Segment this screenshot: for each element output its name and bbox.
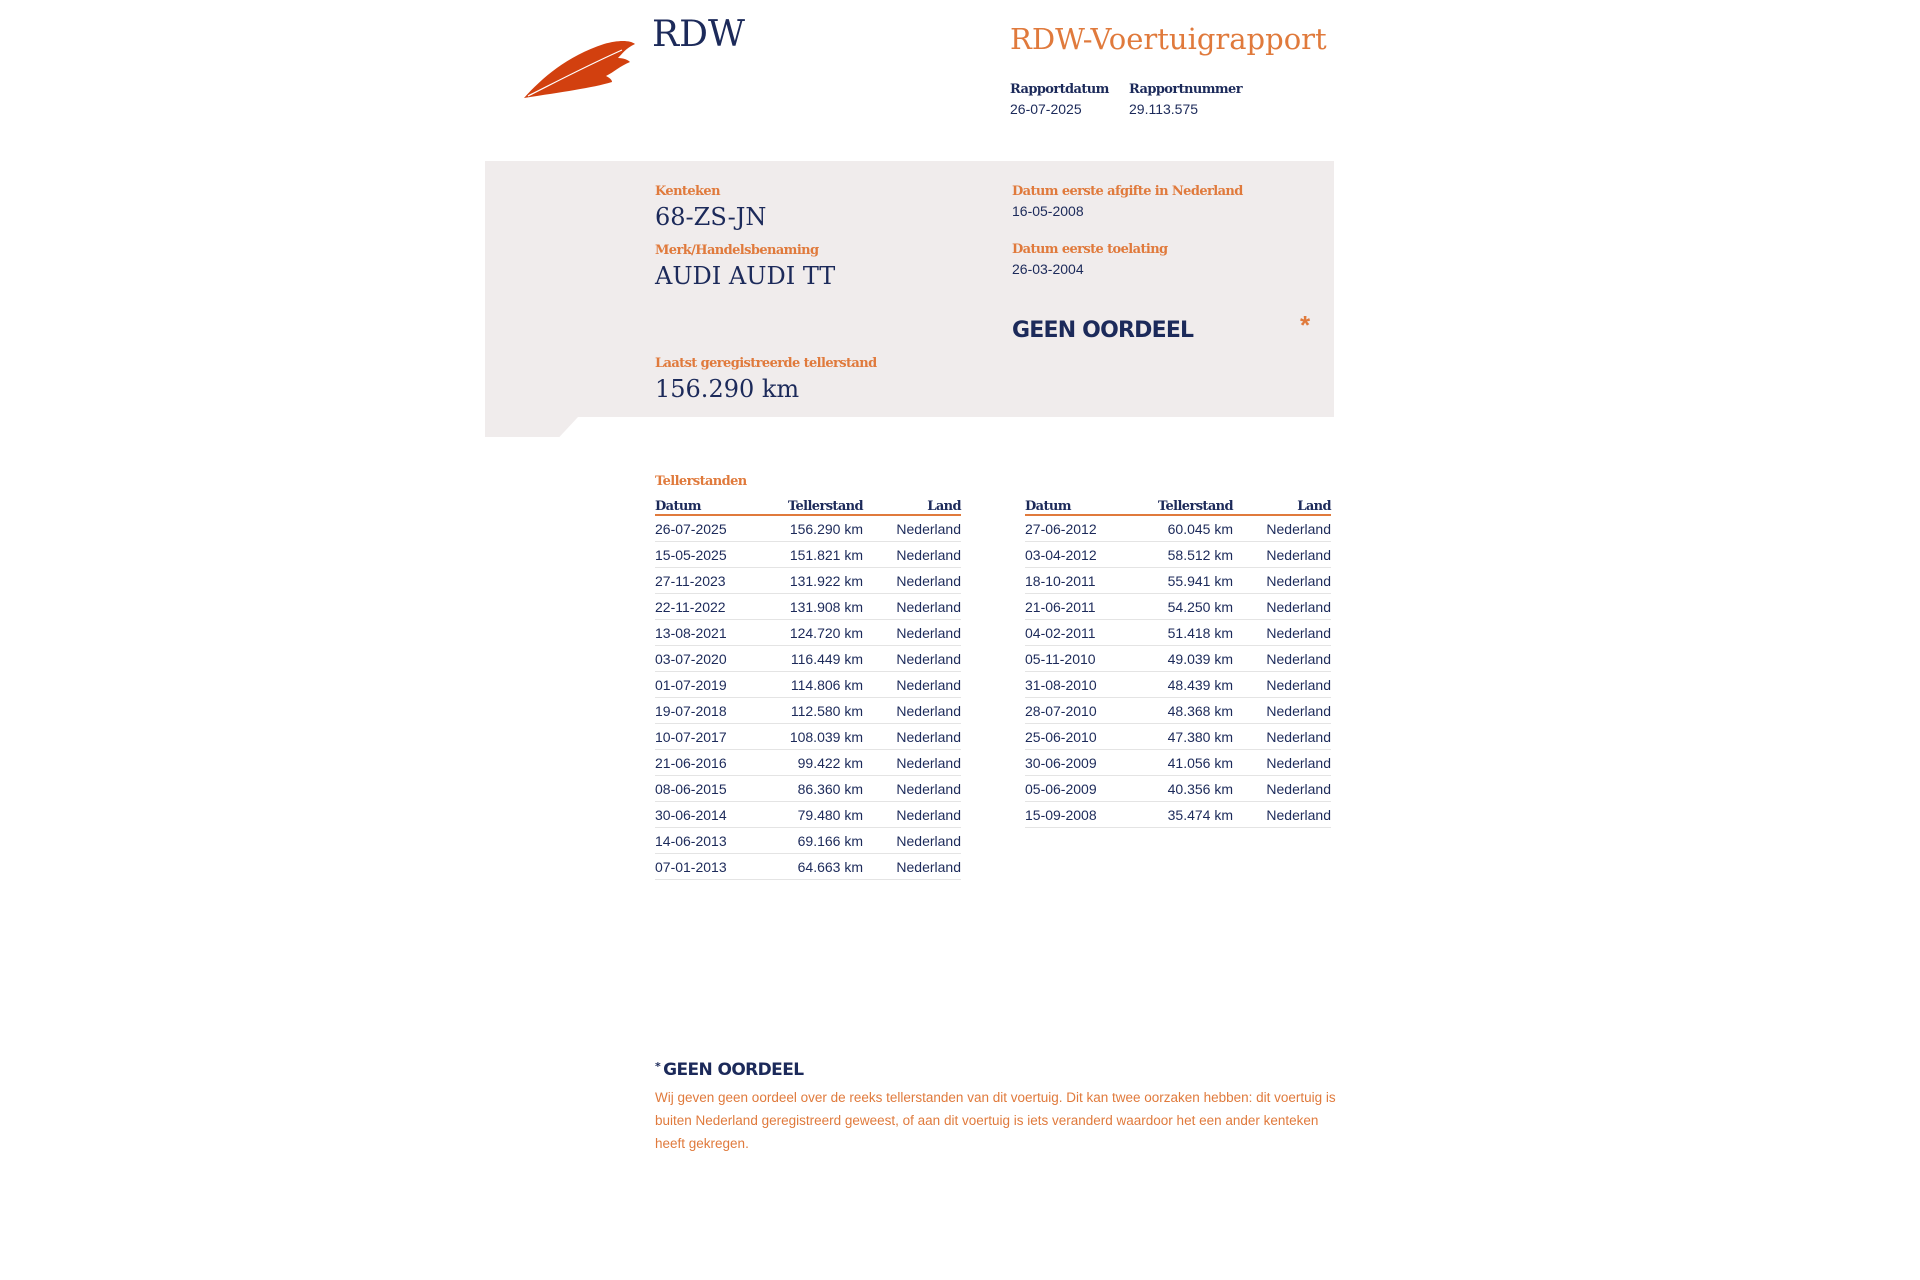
reading-row [655, 724, 961, 750]
reading-country: Nederland [1233, 515, 1331, 542]
reading-date: 15-09-2008 [1025, 802, 1135, 828]
reading-km: 124.720 km [765, 620, 863, 646]
reading-row [655, 698, 961, 724]
reading-country: Nederland [1233, 568, 1331, 594]
reading-date: 03-04-2012 [1025, 542, 1135, 568]
reading-km: 48.368 km [1135, 698, 1233, 724]
reading-date: 26-07-2025 [655, 515, 765, 542]
header-km: Tellerstand [1135, 494, 1233, 515]
reading-country: Nederland [863, 594, 961, 620]
reading-km: 54.250 km [1135, 594, 1233, 620]
verdict-asterisk: * [1300, 310, 1311, 340]
reading-km: 41.056 km [1135, 750, 1233, 776]
reading-date: 31-08-2010 [1025, 672, 1135, 698]
reading-row [1025, 776, 1331, 802]
first-admission-value: 26-03-2004 [1012, 261, 1084, 277]
rdw-feather-logo-icon [522, 38, 636, 100]
readings-table-left [655, 494, 961, 880]
reading-date: 21-06-2011 [1025, 594, 1135, 620]
reading-date: 10-07-2017 [655, 724, 765, 750]
readings-title: Tellerstanden [655, 474, 747, 489]
reading-km: 99.422 km [765, 750, 863, 776]
reading-km: 131.908 km [765, 594, 863, 620]
reading-km: 60.045 km [1135, 515, 1233, 542]
reading-km: 86.360 km [765, 776, 863, 802]
report-date-value: 26-07-2025 [1010, 101, 1082, 117]
footnote-text: Wij geven geen oordeel over de reeks tellerstanden van dit voertuig. Dit kan twee oorzaken hebben: dit voertuig is buiten Nederland geregistreerd geweest, of aan dit voertuig is iets veranderd waardoor het een ander kenteken heeft gekregen. [655, 1090, 1336, 1151]
odometer-field [655, 356, 877, 403]
readings-header-row [655, 494, 961, 515]
reading-row [655, 828, 961, 854]
reading-date: 28-07-2010 [1025, 698, 1135, 724]
reading-country: Nederland [1233, 594, 1331, 620]
report-number-block [1129, 82, 1242, 117]
first-admission-label: Datum eerste toelating [1012, 242, 1168, 257]
reading-row [655, 620, 961, 646]
reading-country: Nederland [1233, 542, 1331, 568]
footnote-title [655, 1060, 803, 1080]
odometer-value: 156.290 km [655, 375, 800, 403]
reading-date: 13-08-2021 [655, 620, 765, 646]
reading-date: 25-06-2010 [1025, 724, 1135, 750]
brand-name: RDW [652, 14, 745, 55]
reading-row [1025, 724, 1331, 750]
reading-row [1025, 515, 1331, 542]
reading-date: 30-06-2014 [655, 802, 765, 828]
make-label: Merk/Handelsbenaming [655, 243, 819, 258]
reading-km: 47.380 km [1135, 724, 1233, 750]
reading-row [655, 542, 961, 568]
make-field [655, 243, 835, 290]
reading-country: Nederland [1233, 646, 1331, 672]
reading-row [655, 594, 961, 620]
reading-row [1025, 646, 1331, 672]
reading-date: 03-07-2020 [655, 646, 765, 672]
reading-km: 51.418 km [1135, 620, 1233, 646]
reading-date: 27-06-2012 [1025, 515, 1135, 542]
reading-row [655, 854, 961, 880]
footnote-title-text: GEEN OORDEEL [663, 1060, 804, 1080]
reading-km: 79.480 km [765, 802, 863, 828]
reading-date: 05-06-2009 [1025, 776, 1135, 802]
header-date: Datum [1025, 494, 1135, 515]
first-issue-field [1012, 184, 1243, 219]
reading-km: 55.941 km [1135, 568, 1233, 594]
reading-country: Nederland [1233, 776, 1331, 802]
reading-country: Nederland [1233, 724, 1331, 750]
reading-date: 18-10-2011 [1025, 568, 1135, 594]
reading-km: 151.821 km [765, 542, 863, 568]
header-date: Datum [655, 494, 765, 515]
reading-row [1025, 568, 1331, 594]
reading-date: 14-06-2013 [655, 828, 765, 854]
panel-tab-decoration [485, 417, 578, 437]
reading-km: 40.356 km [1135, 776, 1233, 802]
reading-date: 01-07-2019 [655, 672, 765, 698]
reading-date: 08-06-2015 [655, 776, 765, 802]
reading-km: 35.474 km [1135, 802, 1233, 828]
reading-km: 69.166 km [765, 828, 863, 854]
report-date-label: Rapportdatum [1010, 82, 1109, 97]
header-km: Tellerstand [765, 494, 863, 515]
reading-row [655, 672, 961, 698]
reading-date: 22-11-2022 [655, 594, 765, 620]
reading-date: 05-11-2010 [1025, 646, 1135, 672]
reading-country: Nederland [1233, 750, 1331, 776]
reading-country: Nederland [863, 698, 961, 724]
reading-country: Nederland [863, 620, 961, 646]
readings-header-row [1025, 494, 1331, 515]
reading-country: Nederland [1233, 698, 1331, 724]
report-number-value: 29.113.575 [1129, 101, 1199, 117]
reading-row [655, 802, 961, 828]
reading-row [655, 646, 961, 672]
reading-country: Nederland [863, 750, 961, 776]
first-admission-field [1012, 242, 1168, 277]
reading-date: 19-07-2018 [655, 698, 765, 724]
reading-country: Nederland [863, 646, 961, 672]
reading-country: Nederland [1233, 802, 1331, 828]
reading-date: 30-06-2009 [1025, 750, 1135, 776]
reading-country: Nederland [863, 542, 961, 568]
reading-km: 108.039 km [765, 724, 863, 750]
reading-country: Nederland [863, 672, 961, 698]
reading-country: Nederland [1233, 620, 1331, 646]
reading-country: Nederland [863, 854, 961, 880]
readings-table-right [1025, 494, 1331, 828]
reading-row [1025, 672, 1331, 698]
reading-row [655, 750, 961, 776]
reading-row [1025, 750, 1331, 776]
footnote-asterisk: * [655, 1060, 661, 1073]
reading-row [1025, 542, 1331, 568]
reading-km: 116.449 km [765, 646, 863, 672]
plate-value: 68-ZS-JN [655, 203, 767, 231]
reading-km: 49.039 km [1135, 646, 1233, 672]
reading-km: 58.512 km [1135, 542, 1233, 568]
reading-date: 21-06-2016 [655, 750, 765, 776]
reading-row [1025, 802, 1331, 828]
reading-country: Nederland [863, 568, 961, 594]
first-issue-label: Datum eerste afgifte in Nederland [1012, 184, 1243, 199]
reading-row [1025, 698, 1331, 724]
plate-label: Kenteken [655, 184, 720, 199]
reading-country: Nederland [863, 515, 961, 542]
reading-country: Nederland [863, 724, 961, 750]
reading-country: Nederland [863, 776, 961, 802]
reading-km: 48.439 km [1135, 672, 1233, 698]
report-date-block [1010, 82, 1109, 117]
header-country: Land [863, 494, 961, 515]
plate-field [655, 184, 766, 231]
reading-row [655, 515, 961, 542]
reading-date: 07-01-2013 [655, 854, 765, 880]
reading-date: 15-05-2025 [655, 542, 765, 568]
reading-row [1025, 620, 1331, 646]
reading-date: 27-11-2023 [655, 568, 765, 594]
reading-km: 112.580 km [765, 698, 863, 724]
reading-country: Nederland [863, 802, 961, 828]
reading-km: 156.290 km [765, 515, 863, 542]
report-number-label: Rapportnummer [1129, 82, 1242, 97]
verdict-text: GEEN OORDEEL [1012, 318, 1194, 343]
reading-km: 131.922 km [765, 568, 863, 594]
header-country: Land [1233, 494, 1331, 515]
reading-country: Nederland [863, 828, 961, 854]
reading-row [655, 568, 961, 594]
reading-km: 64.663 km [765, 854, 863, 880]
reading-country: Nederland [1233, 672, 1331, 698]
report-title: RDW-Voertuigrapport [1010, 22, 1327, 56]
reading-row [655, 776, 961, 802]
make-value: AUDI AUDI TT [655, 262, 836, 290]
odometer-label: Laatst geregistreerde tellerstand [655, 356, 877, 371]
first-issue-value: 16-05-2008 [1012, 203, 1084, 219]
reading-date: 04-02-2011 [1025, 620, 1135, 646]
reading-row [1025, 594, 1331, 620]
reading-km: 114.806 km [765, 672, 863, 698]
